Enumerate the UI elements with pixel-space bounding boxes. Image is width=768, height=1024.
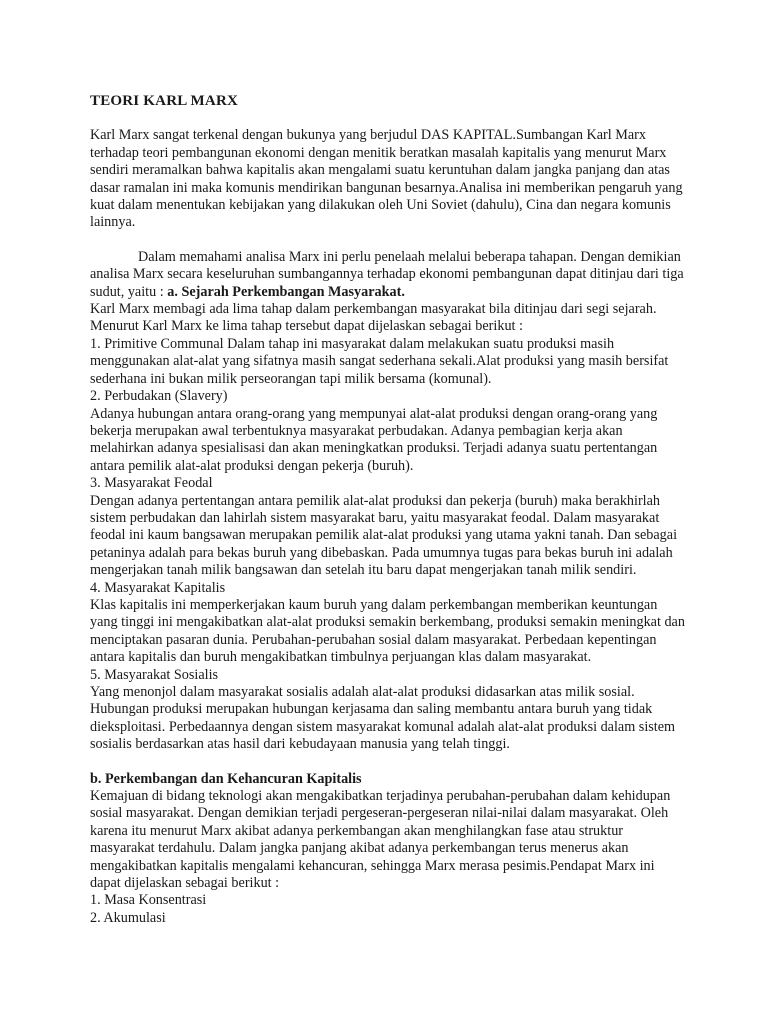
stage-2-text: Adanya hubungan antara orang-orang yang mempunyai alat-alat produksi dengan orang-orang yang bekerja merupakan awal terbentuknya masyarakat perbudakan. Adanya pembagian kerja akan melahirkan adanya spesialisasi dan akan meningkatkan produksi. Terjadi adanya suatu pertentangan antara pemilik alat-alat produksi dengan pekerja (buruh). [90, 405, 658, 474]
stage-5-title: 5. Masyarakat Sosialis [90, 666, 219, 683]
stage-1-text: 1. Primitive Communal Dalam tahap ini masyarakat dalam melakukan suatu produksi masih menggunakan alat-alat yang sifatnya masih sangat sederhana sekali.Alat produksi yang masih bersifat sederhana ini bukan milik perseorangan tapi milik bersama (komunal). [90, 335, 669, 387]
section-b-text: Kemajuan di bidang teknologi akan mengakibatkan terjadinya perubahan-perubahan dalam kehidupan sosial masyarakat. Dengan demikian terjadi pergeseran-pergeseran nilai-nilai dalam masyarakat. Oleh karena itu menurut Marx akibat adanya perkembangan akan menghilangkan fase atau struktur masyarakat terdahulu. Dalam jangka panjang akibat adanya perkembangan terus menerus akan mengakibatkan kapitalis mengalami kehancuran, sehingga Marx merasa pesimis.Pendapat Marx ini dapat dijelaskan sebagai berikut : [90, 788, 671, 892]
section-b-heading-text: b. Perkembangan dan Kehancuran Kapitalis [90, 770, 362, 787]
list-b-item-2: 2. Akumulasi [90, 909, 166, 926]
stage-3-title: 3. Masyarakat Feodal [90, 475, 213, 492]
section-a-intro: Karl Marx membagi ada lima tahap dalam perkembangan masyarakat bila ditinjau dari segi sejarah. Menurut Karl Marx ke lima tahap tersebut dapat dijelaskan sebagai berikut : [90, 301, 657, 335]
stage-4-text: Klas kapitalis ini memperkerjakan kaum buruh yang dalam perkembangan memberikan keuntungan yang tinggi ini mengakibatkan alat-alat produksi semakin berkembang, produksi semakin meningkat dan menciptakan pasaran dunia. Perubahan-perubahan sosial dalam masyarakat. Perbedaan kepentingan antara kapitalis dan buruh mengakibatkan timbulnya perjuangan klas dalam masyarakat. [90, 596, 685, 666]
analysis-text: Dalam memahami analisa Marx ini perlu penelaah melalui beberapa tahapan. Dengan demikian analisa Marx secara keseluruhan sumbangannya terhadap ekonomi pembangunan dapat ditinjau dari tiga sudut, yaitu : [90, 248, 684, 300]
document-page [90, 93, 685, 927]
stage-2-title: 2. Perbudakan (Slavery) [90, 388, 228, 405]
stage-4-title: 4. Masyarakat Kapitalis [90, 579, 226, 596]
document-title: TEORI KARL MARX [90, 93, 239, 109]
analysis-paragraph [90, 249, 685, 301]
stage-5-text: Yang menonjol dalam masyarakat sosialis adalah alat-alat produksi didasarkan atas milik sosial. Hubungan produksi merupakan hubungan kerjasama dan saling membantu antara buruh yang tidak dieksploitasi. Perbedaannya dengan sistem masyarakat komunal adalah alat-alat produksi dalam sistem sosialis berdasarkan atas hasil dari kebudayaan manusia yang telah tinggi. [90, 684, 676, 753]
section-a-heading: a. Sejarah Perkembangan Masyarakat. [167, 283, 405, 300]
intro-paragraph: Karl Marx sangat terkenal dengan bukunya yang berjudul DAS KAPITAL.Sumbangan Karl Marx terhadap teori pembangunan ekonomi dengan menitik beratkan masalah kapitalis yang menurut Marx sendiri meramalkan bahwa kapitalis akan mengalami suatu keruntuhan dalam jangka panjang dan atas dasar ramalan ini maka komunis mendirikan bangunan besarnya.Analisa ini memberikan pengaruh yang kuat dalam menentukan kebijakan yang dilakukan oleh Uni Soviet (dahulu), Cina dan negara komunis lainnya. [90, 127, 683, 231]
section-b-heading [90, 771, 685, 788]
list-b-item-1: 1. Masa Konsentrasi [90, 892, 207, 909]
stage-3-text: Dengan adanya pertentangan antara pemilik alat-alat produksi dan pekerja (buruh) maka berakhirlah sistem perbudakan dan lahirlah sistem masyarakat baru, yaitu masyarakat feodal. Dalam masyarakat feodal ini kaum bangsawan merupakan pemilik alat-alat produksi yang utama yakni tanah. Dan sebagai petaninya adalah para bekas buruh yang dibebaskan. Pada umumnya tugas para bekas buruh ini adalah mengerjakan tanah milik bangsawan dan setelah itu baru dapat mengerjakan tanah milik sendiri. [90, 492, 678, 579]
